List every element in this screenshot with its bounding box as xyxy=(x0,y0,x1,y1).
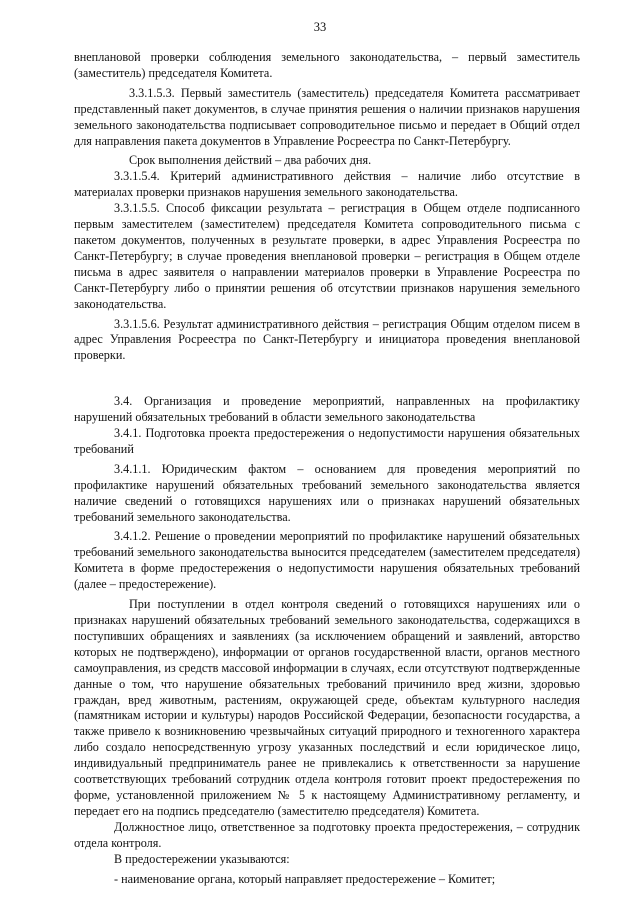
page-number: 33 xyxy=(313,20,327,34)
paragraph: 3.4.1.1. Юридическим фактом – основанием для проведения мероприятий по профилактике нарушений обязательных требований земельного законодательства является наличие сведений о готовящихся нарушениях или о признаках нарушений обязательных требований земельного законодательства. xyxy=(74,461,580,524)
paragraph: внеплановой проверки соблюдения земельного законодательства, – первый заместитель (заместитель) председателя Комитета. xyxy=(74,50,580,80)
paragraph: В предостережении указываются: xyxy=(114,851,290,866)
subsection-heading: 3.4.1. Подготовка проекта предостережения о недопустимости нарушения обязательных требований xyxy=(74,426,580,456)
paragraph: Должностное лицо, ответственное за подготовку проекта предостережения, – сотрудник отдела контроля. xyxy=(74,819,580,850)
paragraph: 3.4.1.2. Решение о проведении мероприятий по профилактике нарушений обязательных требований земельного законодательства выносится председателем (заместителем председателя) Комитета в форме предостережения о недопустимости нарушения обязательных требований (далее – предостережение). xyxy=(74,529,580,592)
paragraph: 3.3.1.5.3. Первый заместитель (заместитель) председателя Комитета рассматривает представленный пакет документов, в случае принятия решения о наличии признаков нарушения земельного законодательства подписывает сопроводительное письмо и передает в Общий отдел для направления пакета документов в Управление Росреестра по Санкт-Петербургу. xyxy=(74,85,580,148)
section-heading: 3.4. Организация и проведение мероприятий, направленных на профилактику нарушений обязательных требований в области земельного законодательства xyxy=(74,394,580,425)
page-body xyxy=(74,50,580,887)
paragraph: При поступлении в отдел контроля сведений о готовящихся нарушениях или о признаках нарушений обязательных требований земельного законодательства, содержащихся в поступивших обращениях и заявлениях (за исключением обращений и заявлений, авторство которых не подтверждено), информации от органов государственной власти, органов местного самоуправления, из средств массовой информации в случаях, если отсутствуют подтвержденные данные о том, что нарушение обязательных требований причинило вред жизни, здоровью граждан, вред животным, растениям, окружающей среде, объектам культурного наследия (памятникам истории и культуры) народов Российской Федерации, безопасности государства, а также привело к возникновению чрезвычайных ситуаций природного и техногенного характера либо создало непосредственную угрозу указанных последствий и если юридическое лицо, индивидуальный предприниматель ранее не привлекались к ответственности за нарушение соответствующих требований сотрудник отдела контроля готовит проект предостережения по форме, установленной приложением № 5 к настоящему Административному регламенту, и передает его на подпись председателю (заместителю председателя) Комитета. xyxy=(74,597,580,818)
list-item: - наименование органа, который направляет предостережение – Комитет; xyxy=(114,871,496,886)
paragraph: 3.3.1.5.5. Способ фиксации результата – регистрация в Общем отделе подписанного первым заместителем (заместителем) председателя Комитета сопроводительного письма с пакетом документов, полученных в результате проверки, в адрес Управления Росреестра по Санкт-Петербургу; в случае проведения внеплановой проверки – регистрация в Общем отделе письма в адрес заявителя о направлении материалов проверки в Управление Росреестра по Санкт-Петербургу либо о принятии решения об отсутствии признаков нарушения земельного законодательства. xyxy=(74,201,580,311)
paragraph: 3.3.1.5.4. Критерий административного действия – наличие либо отсутствие в материалах проверки признаков нарушения земельного законодательства. xyxy=(74,169,580,200)
paragraph: Срок выполнения действий – два рабочих дня. xyxy=(129,153,372,168)
paragraph: 3.3.1.5.6. Результат административного действия – регистрация Общим отделом писем в адрес Управления Росреестра по Санкт-Петербургу и инициатора проведения внеплановой проверки. xyxy=(74,316,580,363)
